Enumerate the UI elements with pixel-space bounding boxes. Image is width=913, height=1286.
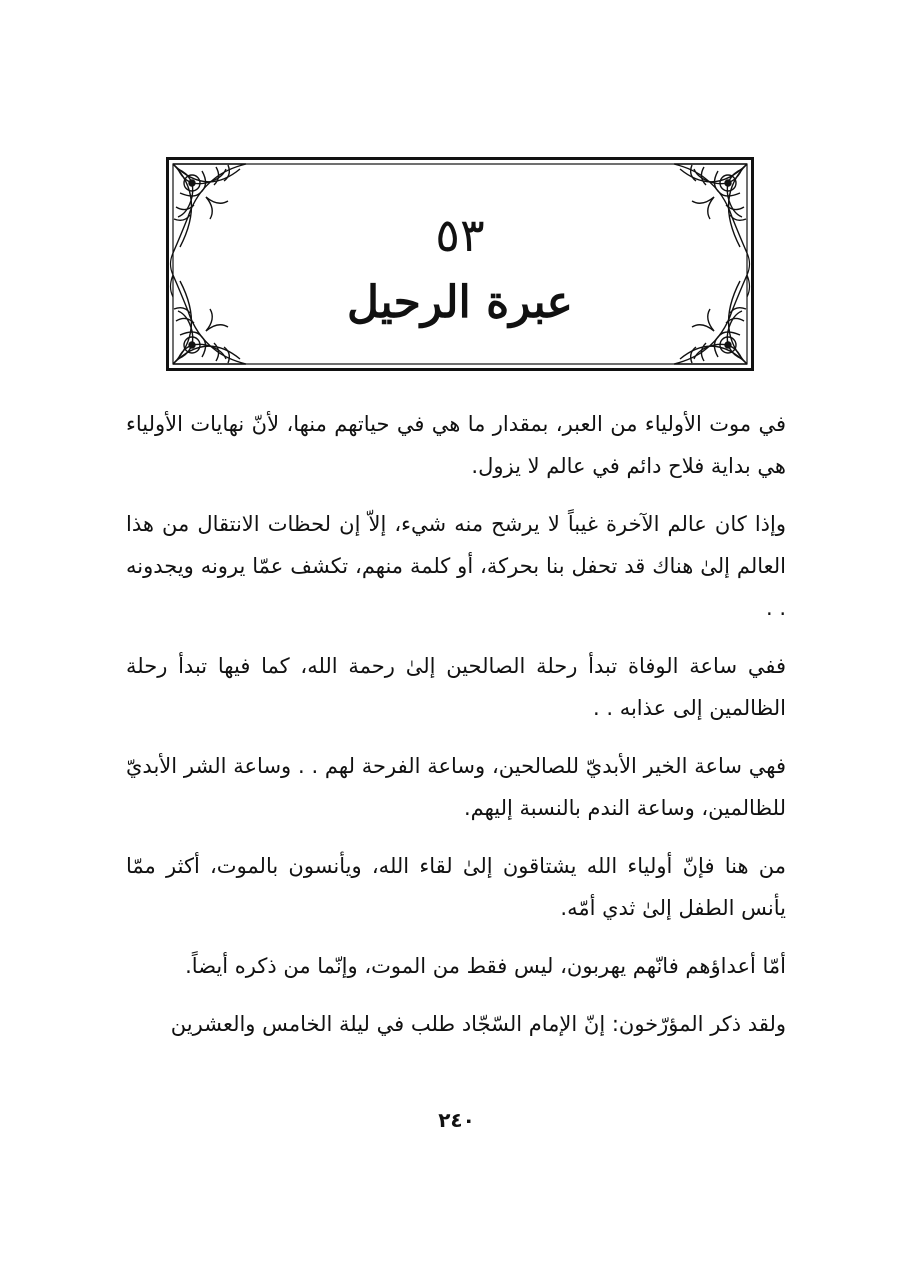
paragraph: في موت الأولياء من العبر، بمقدار ما هي في حياتهم منها، لأنّ نهايات الأولياء هي بداية فلاح دائم في عالم لا يزول. xyxy=(126,412,786,478)
paragraph: وإذا كان عالم الآخرة غيباً لا يرشح منه شيء، إلاّ إن لحظات الانتقال من هذا العالم إلىٰ هناك قد تحفل بنا بحركة، أو كلمة منهم، تكشف عمّا يرونه ويجدونه . . xyxy=(126,512,786,620)
chapter-header-frame xyxy=(166,157,754,371)
chapter-title: عبرة الرحيل xyxy=(347,277,573,328)
page-number: ٢٤٠ xyxy=(438,1108,475,1132)
paragraph: ففي ساعة الوفاة تبدأ رحلة الصالحين إلىٰ رحمة الله، كما فيها تبدأ رحلة الظالمين إلى عذابه . . xyxy=(126,654,786,720)
chapter-body xyxy=(126,403,786,1061)
paragraph: ولقد ذكر المؤرّخون: إنّ الإمام السّجّاد طلب في ليلة الخامس والعشرين xyxy=(170,1012,786,1036)
chapter-number: ٥٣ xyxy=(435,208,485,262)
paragraph: من هنا فإنّ أولياء الله يشتاقون إلىٰ لقاء الله، ويأنسون بالموت، أكثر ممّا يأنس الطفل إلىٰ ثدي أمّه. xyxy=(126,854,786,920)
paragraph: أمّا أعداؤهم فانّهم يهربون، ليس فقط من الموت، وإنّما من ذكره أيضاً. xyxy=(185,954,786,978)
paragraph: فهي ساعة الخير الأبديّ للصالحين، وساعة الفرحة لهم . . وساعة الشر الأبديّ للظالمين، وساعة الندم بالنسبة إليهم. xyxy=(126,754,786,820)
ornamental-border xyxy=(166,157,754,371)
